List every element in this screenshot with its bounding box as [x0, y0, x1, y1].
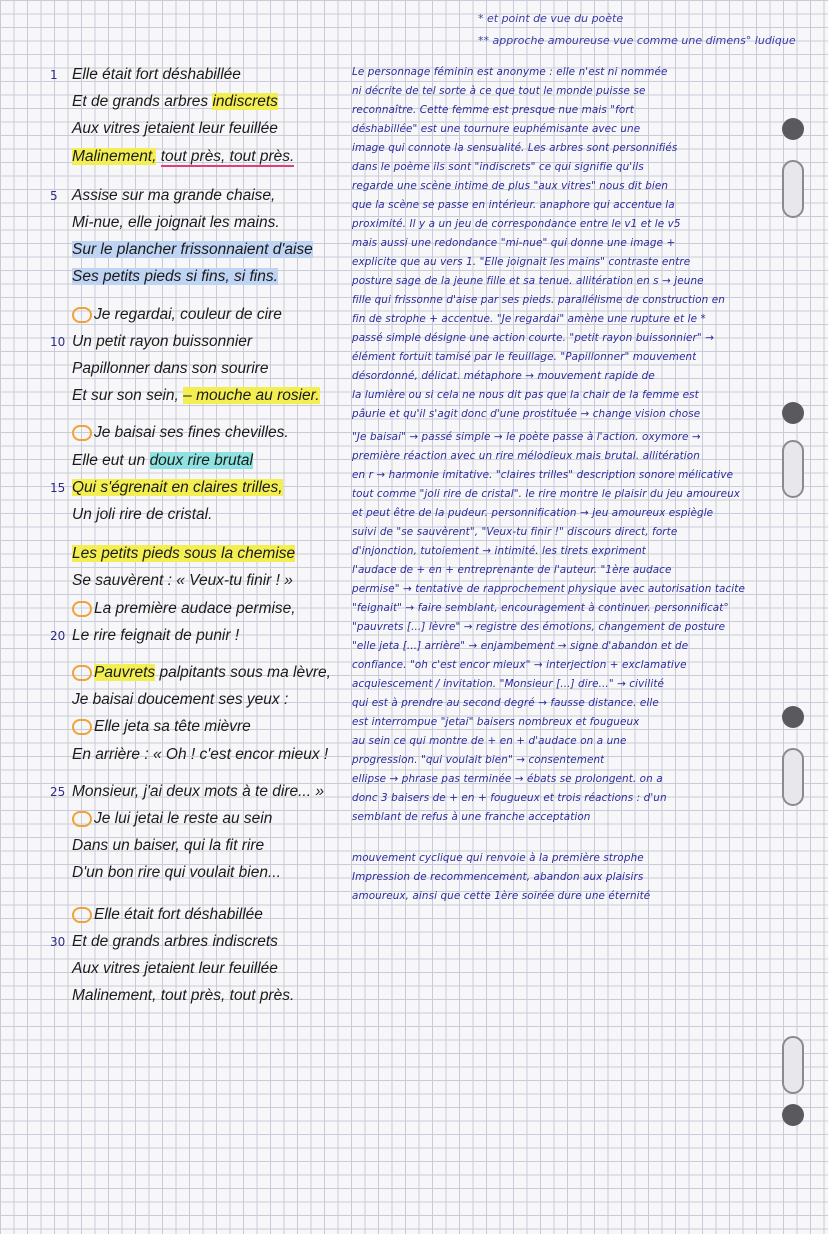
punch-hole-icon: [782, 706, 804, 728]
note-line: élément fortuit tamisé par le feuillage. "Papillonner" mouvement: [352, 351, 697, 363]
note-line: Impression de recommencement, abandon aux plaisirs: [352, 871, 644, 883]
circle-mark-icon: [72, 719, 92, 735]
verse-text: Un joli rire de cristal.: [72, 506, 213, 523]
top-note: * et point de vue du poète: [478, 12, 624, 25]
note-line: suivi de "se sauvèrent", "Veux-tu finir !" discours direct, forte: [352, 526, 678, 538]
note-line: reconnaître. Cette femme est presque nue mais "fort: [352, 104, 634, 116]
note-line: mouvement cyclique qui renvoie à la première strophe: [352, 852, 644, 864]
verse-text: En arrière : « Oh ! c'est encor mieux !: [72, 745, 329, 763]
note-line: tout comme "joli rire de cristal". le rire montre le plaisir du jeu amoureux: [352, 488, 741, 500]
verse-text: Elle jeta sa tête mièvre: [72, 718, 251, 736]
verse-text: Aux vitres jetaient leur feuillée: [72, 960, 278, 977]
note-line: dans le poème ils sont "indiscrets" ce qui signifie qu'ils: [352, 161, 644, 173]
note-line: la lumière ou si cela ne nous dit pas que la chair de la femme est: [352, 389, 699, 401]
verse-text: Ses petits pieds si fins, si fins.: [72, 268, 278, 286]
note-line: que la scène se passe en intérieur. anaphore qui accentue la: [352, 199, 675, 211]
verse-text: Monsieur, j'ai deux mots à te dire... »: [72, 782, 324, 800]
circle-mark-icon: [72, 907, 92, 923]
note-line: mais aussi une redondance "mi-nue" qui donne une image +: [352, 237, 676, 249]
note-line: explicite que au vers 1. "Elle joignait les mains" contraste entre: [352, 256, 691, 268]
note-line: permise" → tentative de rapprochement physique avec autorisation tacite: [352, 583, 745, 595]
verse-text: Et sur son sein, – mouche au rosier.: [72, 387, 320, 405]
note-line: est interrompue "jetai" baisers nombreux et fougueux: [352, 716, 640, 728]
verse-text: Qui s'égrenait en claires trilles,: [72, 478, 283, 496]
verse-text: Le rire feignait de punir !: [72, 626, 240, 644]
note-line: ellipse → phrase pas terminée → ébats se prolongent. on a: [352, 773, 663, 785]
verse-number: 15: [50, 480, 66, 495]
note-line: amoureux, ainsi que cette 1ère soirée dure une éternité: [352, 890, 651, 902]
verse-text: Et de grands arbres indiscrets: [72, 932, 278, 950]
verse-text: Les petits pieds sous la chemise: [72, 545, 296, 563]
circle-mark-icon: [72, 665, 92, 681]
verse-text: Elle était fort déshabillée: [72, 906, 263, 924]
note-line: regarde une scène intime de plus "aux vitres" nous dit bien: [352, 180, 669, 192]
note-line: qui est à prendre au second degré → fausse distance. elle: [352, 697, 659, 709]
verse-text: Se sauvèrent : « Veux-tu finir ! »: [72, 572, 293, 590]
note-line: déshabillée" est une tournure euphémisante avec une: [352, 123, 641, 135]
verse-number: 30: [50, 934, 66, 949]
note-line: désordonné, délicat. métaphore → mouvement rapide de: [352, 370, 655, 382]
note-line: fin de strophe + accentue. "Je regardai" amène une rupture et le *: [352, 313, 706, 325]
note-line: l'audace de + en + entreprenante de l'auteur. "1ère audace: [352, 564, 672, 576]
verse-text: Aux vitres jetaient leur feuillée: [72, 120, 278, 138]
note-line: Le personnage féminin est anonyme : elle n'est ni nommée: [352, 66, 668, 78]
circle-mark-icon: [72, 425, 92, 441]
punch-slot-icon: [782, 748, 804, 806]
note-line: d'injonction, tutoiement → intimité. les tirets expriment: [352, 545, 646, 557]
circle-mark-icon: [72, 307, 92, 323]
verse-number: 5: [50, 188, 58, 203]
note-line: confiance. "oh c'est encor mieux" → interjection + exclamative: [352, 659, 687, 671]
note-line: "pauvrets [...] lèvre" → registre des émotions, changement de posture: [352, 621, 726, 633]
note-line: passé simple désigne une action courte. "petit rayon buissonnier" →: [352, 332, 715, 344]
punch-hole-icon: [782, 402, 804, 424]
note-line: "elle jeta [...] arrière" → enjambement → signe d'abandon et de: [352, 640, 689, 652]
verse-text: Elle eut un doux rire brutal: [72, 451, 253, 469]
circle-mark-icon: [72, 811, 92, 827]
verse-text: Dans un baiser, qui la fit rire: [72, 837, 265, 855]
note-line: "Je baisai" → passé simple → le poète passe à l'action. oxymore →: [352, 431, 701, 443]
note-line: image qui connote la sensualité. Les arbres sont personnifiés: [352, 142, 678, 154]
punch-hole-icon: [782, 1104, 804, 1126]
verse-text: Je baisai ses fines chevilles.: [72, 424, 289, 442]
verse-text: Malinement, tout près, tout près.: [72, 987, 295, 1005]
note-line: acquiescement / invitation. "Monsieur [...] dire..." → civilité: [352, 678, 664, 690]
verse-text: Malinement, tout près, tout près.: [72, 147, 295, 165]
verse-number: 20: [50, 628, 66, 643]
punch-slot-icon: [782, 1036, 804, 1094]
note-line: progression. "qui voulait bien" → consentement: [352, 754, 605, 766]
note-line: semblant de refus à une franche acceptation: [352, 811, 591, 823]
verse-text: Sur le plancher frissonnaient d'aise: [72, 241, 313, 259]
verse-number: 10: [50, 334, 66, 349]
note-line: en r → harmonie imitative. "claires trilles" description sonore mélicative: [352, 469, 734, 481]
verse-text: Et de grands arbres indiscrets: [72, 93, 278, 111]
punch-slot-icon: [782, 160, 804, 218]
note-line: proximité. Il y a un jeu de correspondance entre le v1 et le v5: [352, 218, 681, 230]
note-line: au sein ce qui montre de + en + d'audace on a une: [352, 735, 627, 747]
verse-text: Je lui jetai le reste au sein: [72, 810, 272, 828]
verse-text: Mi-nue, elle joignait les mains.: [72, 214, 280, 231]
verse-number: 1: [50, 68, 58, 82]
verse-text: Pauvrets palpitants sous ma lèvre,: [72, 664, 331, 682]
verse-text: Un petit rayon buissonnier: [72, 332, 253, 350]
verse-number: 25: [50, 784, 66, 799]
note-line: ni décrite de tel sorte à ce que tout le monde puisse se: [352, 85, 646, 97]
verse-text: Papillonner dans son sourire: [72, 360, 269, 377]
verse-text: Je regardai, couleur de cire: [72, 306, 282, 324]
note-line: et peut être de la pudeur. personnification → jeu amoureux espiègle: [352, 507, 714, 519]
verse-text: Assise sur ma grande chaise,: [72, 186, 276, 204]
verse-text: D'un bon rire qui voulait bien...: [72, 864, 281, 882]
top-note: ** approche amoureuse vue comme une dimens° ludique: [478, 34, 796, 47]
note-line: fille qui frissonne d'aise par ses pieds. parallélisme de construction en: [352, 294, 725, 306]
circle-mark-icon: [72, 601, 92, 617]
note-line: posture sage de la jeune fille et sa tenue. allitération en s → jeune: [352, 275, 704, 287]
note-line: "feignait" → faire semblant, encouragement à continuer. personnificat°: [352, 602, 729, 614]
note-line: donc 3 baisers de + en + fougueux et trois réactions : d'un: [352, 792, 667, 804]
note-line: première réaction avec un rire mélodieux mais brutal. allitération: [352, 450, 700, 462]
note-line: pâurie et qu'il s'agit donc d'une prostituée → change vision chose: [352, 408, 701, 420]
punch-hole-icon: [782, 118, 804, 140]
verse-text: Elle était fort déshabillée: [72, 66, 241, 83]
verse-text: La première audace permise,: [72, 600, 296, 618]
punch-slot-icon: [782, 440, 804, 498]
verse-text: Je baisai doucement ses yeux :: [72, 691, 289, 709]
